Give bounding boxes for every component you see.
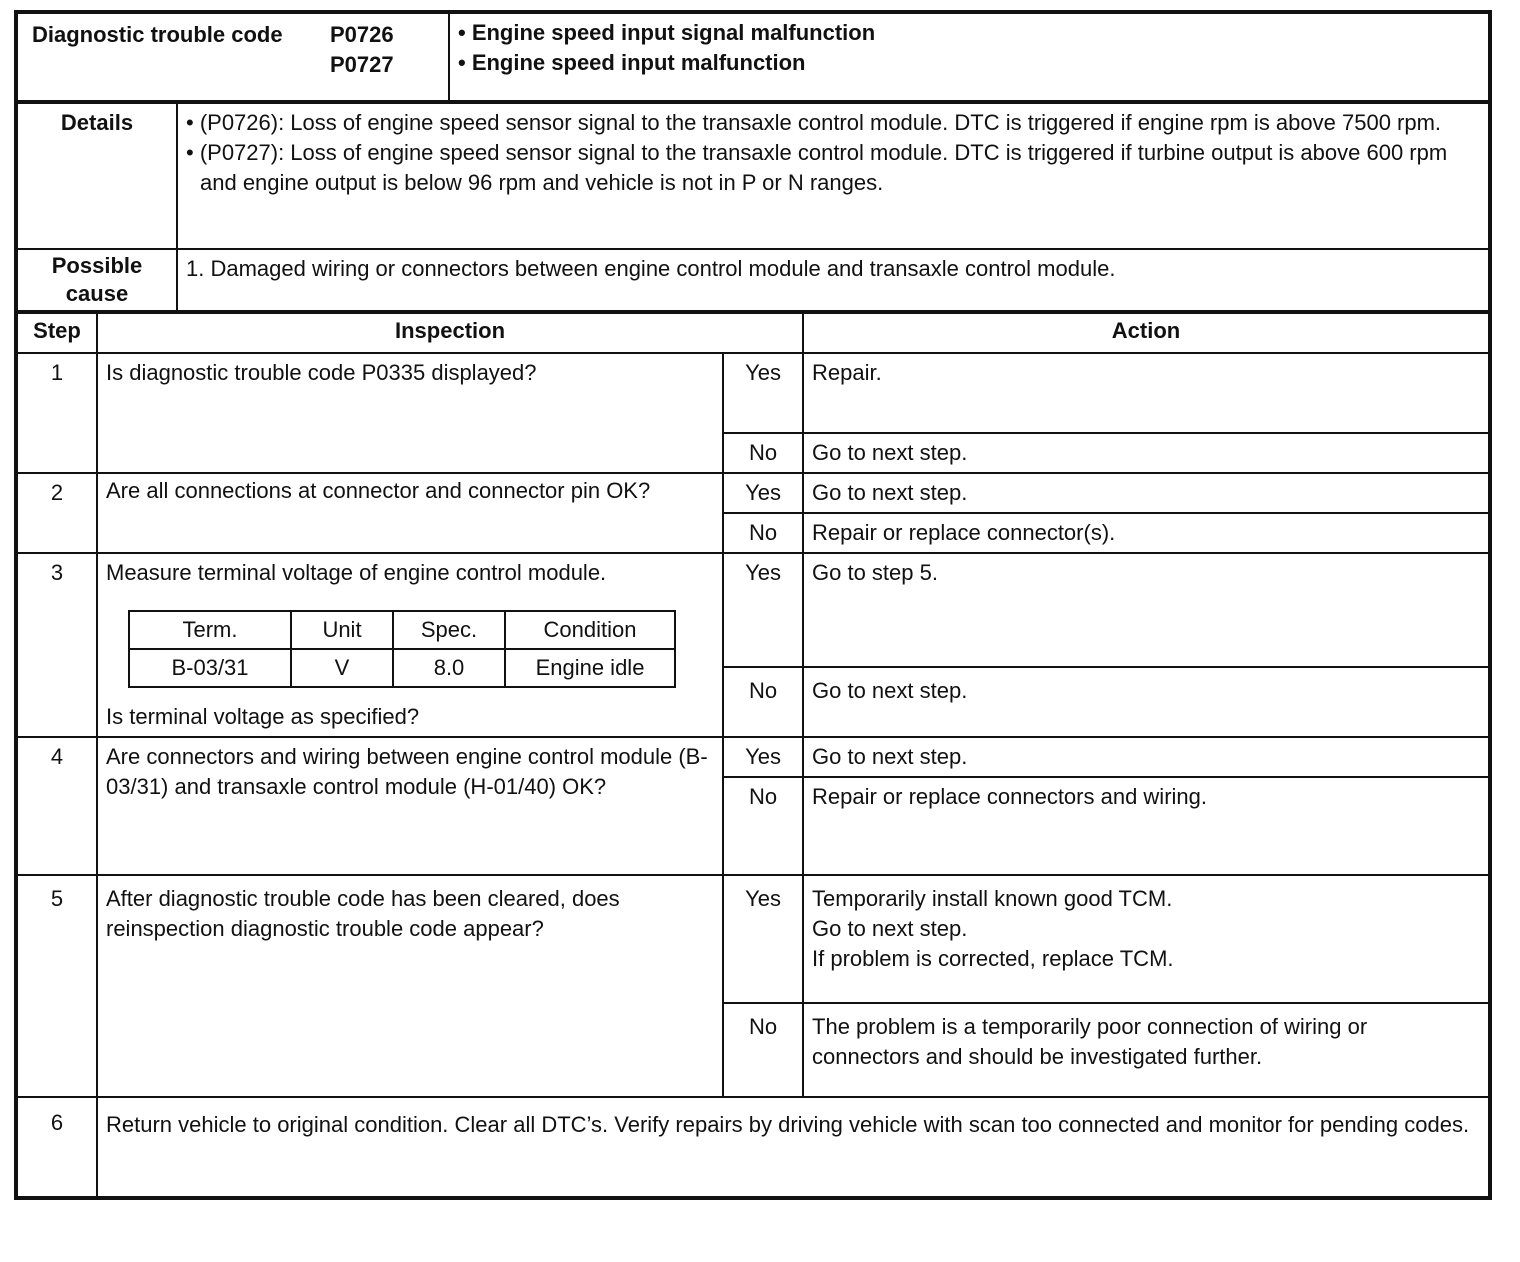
step-number: 4 <box>17 737 97 875</box>
spec-header-row <box>129 611 675 649</box>
table-row <box>17 1097 1489 1197</box>
no-action: Go to next step. <box>803 433 1489 473</box>
yes-label: Yes <box>723 553 803 667</box>
no-label: No <box>723 513 803 553</box>
possible-cause-label-line: Possible <box>51 253 143 278</box>
spec-table <box>128 610 676 688</box>
step-number: 1 <box>17 353 97 473</box>
table-row <box>17 553 1489 667</box>
spec-cell: B-03/31 <box>129 649 291 687</box>
spec-cell: 8.0 <box>393 649 505 687</box>
yes-action-line: Temporarily install known good TCM. <box>812 886 1173 911</box>
step-number: 5 <box>17 875 97 1097</box>
no-action: Go to next step. <box>803 667 1489 737</box>
inspection-text: Is diagnostic trouble code P0335 displayed? <box>97 353 723 473</box>
yes-label: Yes <box>723 875 803 1003</box>
diagnostic-document <box>14 10 1492 1200</box>
yes-action-line: Go to next step. <box>812 916 968 941</box>
step-number: 6 <box>17 1097 97 1197</box>
details-item: • (P0726): Loss of engine speed sensor signal to the transaxle control module. DTC is triggered if engine rpm is above 7500 rpm. <box>186 110 1442 135</box>
dtc-title: • Engine speed input signal malfunction <box>458 20 876 45</box>
table-row <box>17 737 1489 777</box>
no-action: The problem is a temporarily poor connection of wiring or connectors and should be investigated further. <box>803 1003 1489 1097</box>
dtc-code: P0727 <box>330 52 394 77</box>
no-label: No <box>723 433 803 473</box>
yes-action-line: If problem is corrected, replace TCM. <box>812 946 1174 971</box>
table-header-row <box>17 313 1489 353</box>
inspection-text: Are connectors and wiring between engine control module (B-03/31) and transaxle control module (H-01/40) OK? <box>97 737 723 875</box>
dtc-codes <box>330 20 394 80</box>
spec-cell: Engine idle <box>505 649 675 687</box>
dtc-code: P0726 <box>330 22 394 47</box>
step-number: 2 <box>17 473 97 553</box>
dtc-code-cell <box>17 13 449 101</box>
yes-action: Repair. <box>803 353 1489 433</box>
yes-action: Go to step 5. <box>803 553 1489 667</box>
table-row <box>17 473 1489 513</box>
dtc-label: Diagnostic trouble code <box>32 22 283 47</box>
details-content <box>177 103 1489 249</box>
inspection-text: After diagnostic trouble code has been cleared, does reinspection diagnostic trouble code appear? <box>97 875 723 1097</box>
inspection-cell <box>97 553 723 737</box>
yes-action: Go to next step. <box>803 737 1489 777</box>
no-label: No <box>723 777 803 875</box>
column-header-inspection: Inspection <box>97 313 803 353</box>
spec-header: Spec. <box>393 611 505 649</box>
inspection-question: Is terminal voltage as specified? <box>106 704 420 729</box>
column-header-action: Action <box>803 313 1489 353</box>
yes-label: Yes <box>723 473 803 513</box>
inspection-table <box>16 312 1490 1198</box>
details-label: Details <box>17 103 177 249</box>
spec-row <box>129 649 675 687</box>
final-step-text: Return vehicle to original condition. Clear all DTC’s. Verify repairs by driving vehicle with scan too connected and monitor for pending codes. <box>97 1097 1489 1197</box>
details-item: • (P0727): Loss of engine speed sensor signal to the transaxle control module. DTC is triggered if turbine output is above 600 rpm and engine output is below 96 rpm and vehicle is not in P or N ranges. <box>186 140 1448 195</box>
yes-label: Yes <box>723 353 803 433</box>
no-label: No <box>723 667 803 737</box>
details-table <box>16 102 1490 312</box>
yes-label: Yes <box>723 737 803 777</box>
no-action: Repair or replace connectors and wiring. <box>803 777 1489 875</box>
spec-header: Unit <box>291 611 393 649</box>
dtc-header <box>16 12 1490 102</box>
table-row <box>17 875 1489 1003</box>
spec-header: Condition <box>505 611 675 649</box>
possible-cause-label <box>17 249 177 311</box>
inspection-text: Are all connections at connector and connector pin OK? <box>97 473 723 553</box>
step-number: 3 <box>17 553 97 737</box>
no-label: No <box>723 1003 803 1097</box>
yes-action <box>803 875 1489 1003</box>
spec-header: Term. <box>129 611 291 649</box>
inspection-text: Measure terminal voltage of engine control module. <box>106 560 607 585</box>
column-header-step: Step <box>17 313 97 353</box>
spec-cell: V <box>291 649 393 687</box>
table-row <box>17 353 1489 433</box>
dtc-title: • Engine speed input malfunction <box>458 50 806 75</box>
yes-action: Go to next step. <box>803 473 1489 513</box>
dtc-titles <box>449 13 1489 101</box>
possible-cause-label-line: cause <box>65 281 129 306</box>
no-action: Repair or replace connector(s). <box>803 513 1489 553</box>
possible-cause-text: 1. Damaged wiring or connectors between engine control module and transaxle control module. <box>177 249 1489 311</box>
